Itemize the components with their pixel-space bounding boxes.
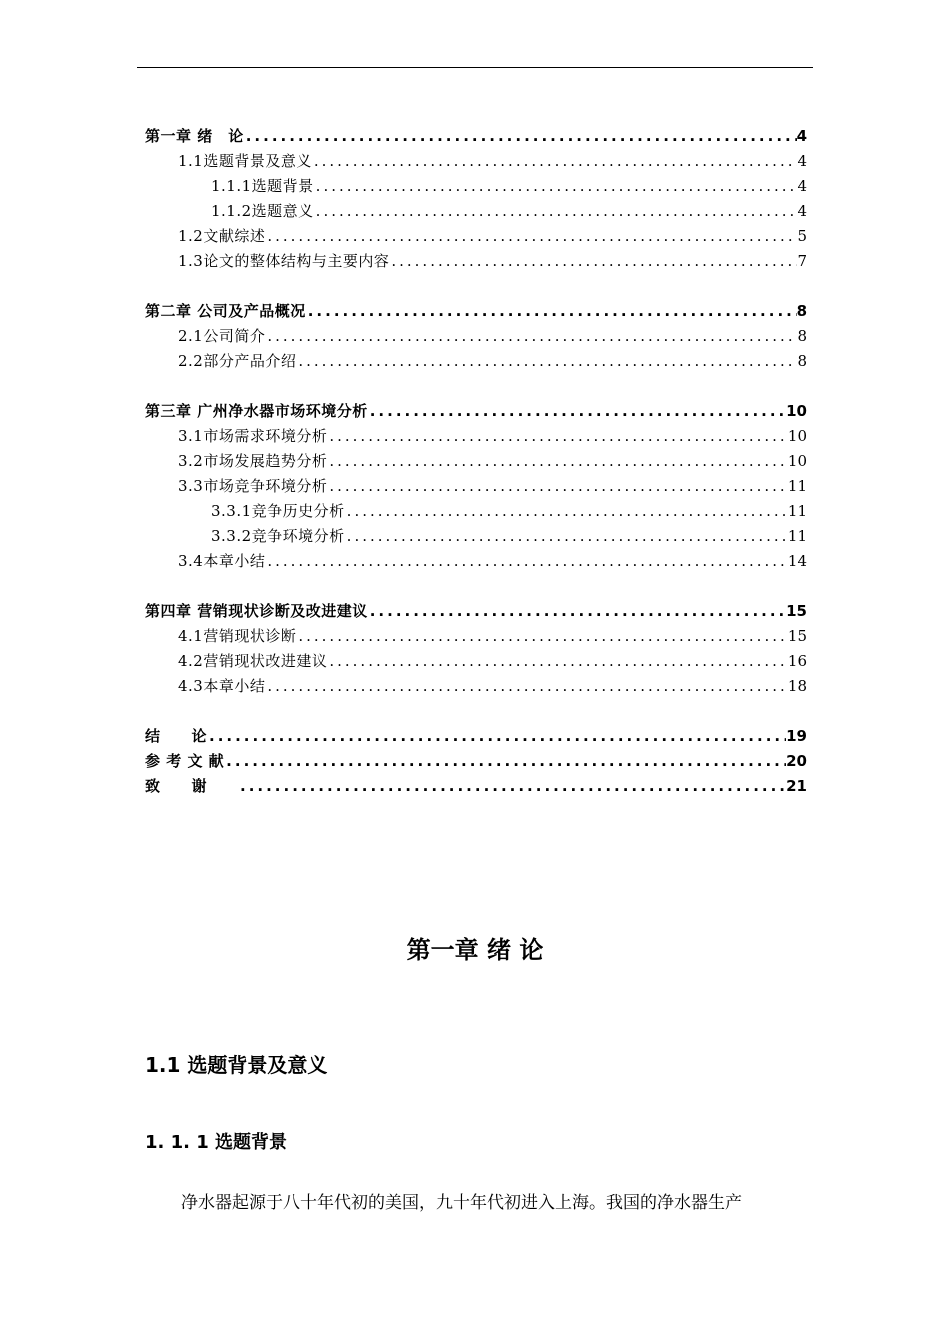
toc-entry-page: 19 bbox=[786, 727, 807, 745]
toc-entry[interactable] bbox=[145, 149, 807, 174]
toc-leader-dots bbox=[312, 149, 798, 174]
toc-leader-dots bbox=[345, 499, 788, 524]
toc-entry[interactable] bbox=[145, 174, 807, 199]
toc-entry-title: 1.1选题背景及意义 bbox=[178, 152, 312, 170]
toc-entry[interactable] bbox=[145, 749, 807, 774]
toc-entry-page: 11 bbox=[787, 527, 807, 545]
toc-entry-page: 16 bbox=[787, 652, 807, 670]
subsection-title: 1. 1. 1 选题背景 bbox=[145, 1132, 288, 1153]
toc-entry[interactable] bbox=[145, 724, 807, 749]
toc-leader-dots bbox=[238, 774, 786, 799]
toc-leader-dots bbox=[314, 174, 798, 199]
toc-entry-title: 3.4本章小结 bbox=[178, 552, 266, 570]
toc-entry-title: 1.1.1选题背景 bbox=[211, 177, 314, 195]
toc-entry[interactable] bbox=[145, 674, 807, 699]
toc-entry-page: 18 bbox=[787, 677, 807, 695]
toc-entry-title: 参 考 文 献 bbox=[145, 752, 225, 770]
toc-entry[interactable] bbox=[145, 624, 807, 649]
section-title: 1.1 选题背景及意义 bbox=[145, 1053, 328, 1077]
toc-entry-page: 8 bbox=[797, 327, 807, 345]
toc-entry-page: 4 bbox=[796, 127, 807, 145]
toc-entry[interactable] bbox=[145, 499, 807, 524]
toc-leader-dots bbox=[327, 474, 788, 499]
toc-entry-page: 4 bbox=[797, 177, 807, 195]
toc-entry-page: 11 bbox=[787, 477, 807, 495]
toc-entry-title: 第二章 公司及产品概况 bbox=[145, 302, 306, 320]
toc-entry[interactable] bbox=[145, 549, 807, 574]
toc-entry[interactable] bbox=[145, 474, 807, 499]
toc-entry-page: 21 bbox=[786, 777, 807, 795]
toc-entry[interactable] bbox=[145, 349, 807, 374]
toc-entry-page: 10 bbox=[787, 452, 807, 470]
toc-entry-title: 3.2市场发展趋势分析 bbox=[178, 452, 328, 470]
toc-entry-page: 4 bbox=[797, 152, 807, 170]
toc-entry[interactable] bbox=[145, 399, 807, 424]
toc-entry-page: 7 bbox=[797, 252, 807, 270]
toc-entry[interactable] bbox=[145, 199, 807, 224]
toc-entry-title: 3.3.1竞争历史分析 bbox=[211, 502, 345, 520]
toc-entry-title: 1.3论文的整体结构与主要内容 bbox=[178, 252, 390, 270]
toc-spacer bbox=[145, 574, 807, 599]
toc-spacer bbox=[145, 274, 807, 299]
toc-entry[interactable] bbox=[145, 649, 807, 674]
toc-entry-title: 1.2文献综述 bbox=[178, 227, 266, 245]
toc-entry-title: 3.3.2竞争环境分析 bbox=[211, 527, 345, 545]
toc-entry[interactable] bbox=[145, 424, 807, 449]
toc-entry[interactable] bbox=[145, 774, 807, 799]
toc-leader-dots bbox=[327, 649, 788, 674]
toc-entry-page: 10 bbox=[787, 427, 807, 445]
toc-entry-page: 4 bbox=[797, 202, 807, 220]
toc-leader-dots bbox=[207, 724, 786, 749]
toc-leader-dots bbox=[265, 224, 797, 249]
chapter-title: 第一章 绪 论 bbox=[406, 936, 544, 964]
toc-entry[interactable] bbox=[145, 249, 807, 274]
toc-entry[interactable] bbox=[145, 299, 807, 324]
toc-entry[interactable] bbox=[145, 449, 807, 474]
toc-entry-title: 1.1.2选题意义 bbox=[211, 202, 314, 220]
toc-entry-title: 4.3本章小结 bbox=[178, 677, 266, 695]
toc-leader-dots bbox=[306, 299, 797, 324]
toc-entry[interactable] bbox=[145, 599, 807, 624]
toc-entry-page: 15 bbox=[787, 627, 807, 645]
toc-leader-dots bbox=[368, 599, 786, 624]
toc-leader-dots bbox=[389, 249, 797, 274]
toc-entry-page: 11 bbox=[787, 502, 807, 520]
toc-leader-dots bbox=[244, 124, 797, 149]
toc-leader-dots bbox=[327, 449, 788, 474]
toc-entry-page: 8 bbox=[796, 302, 807, 320]
toc-entry-title: 4.1营销现状诊断 bbox=[178, 627, 297, 645]
toc-leader-dots bbox=[224, 749, 786, 774]
toc-entry-page: 5 bbox=[797, 227, 807, 245]
toc-entry[interactable] bbox=[145, 524, 807, 549]
toc-entry-page: 8 bbox=[797, 352, 807, 370]
toc-entry-title: 4.2营销现状改进建议 bbox=[178, 652, 328, 670]
toc-entry-page: 14 bbox=[787, 552, 807, 570]
toc-entry[interactable] bbox=[145, 224, 807, 249]
toc-entry-title: 结 论 bbox=[145, 727, 208, 745]
toc-entry-title: 第一章 绪 论 bbox=[145, 127, 244, 145]
toc-leader-dots bbox=[265, 549, 788, 574]
toc-entry-title: 2.1公司简介 bbox=[178, 327, 266, 345]
table-of-contents bbox=[145, 124, 807, 799]
toc-leader-dots bbox=[265, 324, 797, 349]
toc-entry[interactable] bbox=[145, 124, 807, 149]
toc-spacer bbox=[145, 374, 807, 399]
toc-leader-dots bbox=[345, 524, 788, 549]
toc-entry-title: 第三章 广州净水器市场环境分析 bbox=[145, 402, 368, 420]
toc-entry-page: 10 bbox=[786, 402, 807, 420]
toc-leader-dots bbox=[368, 399, 786, 424]
header-rule bbox=[137, 67, 813, 68]
toc-leader-dots bbox=[327, 424, 788, 449]
toc-entry-title: 2.2部分产品介绍 bbox=[178, 352, 297, 370]
toc-entry[interactable] bbox=[145, 324, 807, 349]
toc-entry-title: 致 谢 bbox=[145, 777, 239, 795]
toc-leader-dots bbox=[296, 624, 788, 649]
toc-leader-dots bbox=[314, 199, 798, 224]
toc-entry-page: 15 bbox=[786, 602, 807, 620]
toc-entry-title: 3.3市场竞争环境分析 bbox=[178, 477, 328, 495]
toc-leader-dots bbox=[265, 674, 788, 699]
body-paragraph: 净水器起源于八十年代初的美国，九十年代初进入上海。我国的净水器生产 bbox=[181, 1193, 742, 1213]
toc-leader-dots bbox=[296, 349, 797, 374]
toc-entry-page: 20 bbox=[786, 752, 807, 770]
toc-entry-title: 第四章 营销现状诊断及改进建议 bbox=[145, 602, 368, 620]
toc-spacer bbox=[145, 699, 807, 724]
toc-entry-title: 3.1市场需求环境分析 bbox=[178, 427, 328, 445]
